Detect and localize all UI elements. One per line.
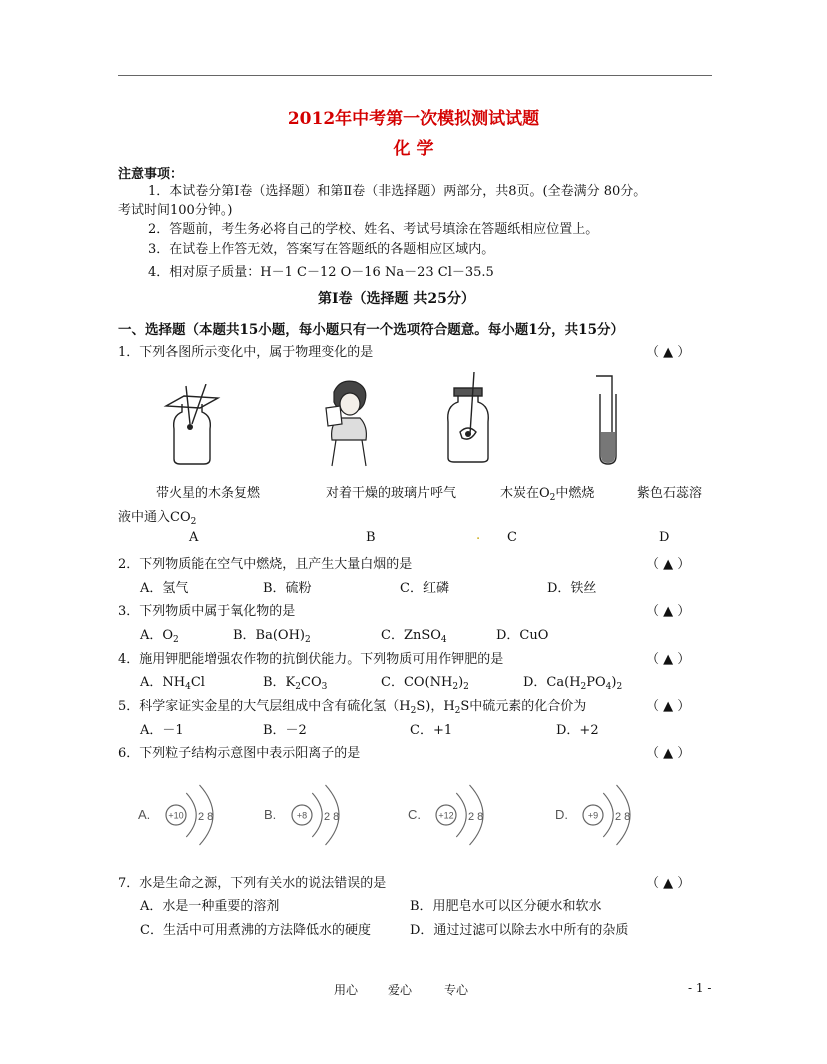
q1-letter-c: C [507,530,517,545]
q3-answer-mark: （ ▲ ） [646,604,691,619]
footer-motto-3: 专心 [444,983,469,997]
atom-label: C. [408,807,421,822]
q3-option-d: D．CuO [496,628,549,643]
notice-item-1b: 考试时间100分钟。) [118,203,233,218]
notice-item-3: 3．在试卷上作答无效，答案写在答题纸的各题相应区域内。 [148,242,495,257]
subject-title: 化 学 [393,139,434,159]
nucleus-charge: +12 [438,810,454,821]
footer-motto-1: 用心 [334,983,359,997]
footer-motto-2: 爱心 [388,983,413,997]
q4-option-c: C．$CO(NH_2)_2$ [381,675,469,692]
q3-option-a: A．$O_2$ [140,628,179,645]
exam-title: 2012年中考第一次模拟测试试题 [287,109,540,129]
q4-option-a: A．$NH_4Cl$ [140,675,205,692]
atom-diagram-c [406,780,516,850]
q7-answer-mark: （ ▲ ） [646,876,691,891]
electron-shell-arc [603,793,613,837]
atom-diagram-a [136,780,246,850]
q2-option-c: C．红磷 [400,581,449,596]
q5-option-b: B．－2 [263,723,307,738]
q7-option-c: C．生活中可用煮沸的方法降低水的硬度 [140,923,371,938]
q6-stem: 6．下列粒子结构示意图中表示阳离子的是 [118,746,361,761]
q1-dot: . [476,528,481,543]
q4-stem: 4．施用钾肥能增强农作物的抗倒伏能力。下列物质可用作钾肥的是 [118,652,504,667]
q2-option-a: A．氢气 [140,581,189,596]
q7-option-d: D．通过过滤可以除去水中所有的杂质 [410,923,629,938]
charcoal-oxygen-figure [440,372,495,467]
notice-item-4: 4．相对原子质量：H－1 C－12 O－16 Na－23 Cl－35.5 [148,265,494,280]
q2-stem: 2．下列物质能在空气中燃烧，且产生大量白烟的是 [118,557,413,572]
atom-diagram-b [262,780,372,850]
atom-label: B. [264,807,277,822]
nucleus-charge: +8 [296,810,308,821]
q1-stem: 1．下列各图所示变化中，属于物理变化的是 [118,345,374,360]
q3-option-b: B．$Ba(OH)_2$ [233,628,311,645]
q1-caption-d2: 液中通入$CO_2$ [118,510,197,527]
q5-option-c: C．+1 [410,723,453,738]
q4-answer-mark: （ ▲ ） [646,652,691,667]
shell-electrons: 2 8 [615,811,631,823]
page-number: - 1 - [688,981,712,995]
q5-option-d: D．+2 [556,723,599,738]
girl-breathing-figure [320,378,375,468]
notice-heading: 注意事项： [118,167,184,182]
q1-caption-a: 带火星的木条复燃 [156,486,261,501]
q5-stem: 5．科学家证实金星的大气层组成中含有硫化氢$(H_2S)$，$H_2S$中硫元素的化合价为 [118,699,587,716]
q1-caption-c: 木炭在$O_2$中燃烧 [500,486,595,503]
electron-shell-arc [456,793,466,837]
q1-letter-a: A [189,530,199,545]
section-heading: 一、选择题（本题共15小题，每小题只有一个选项符合题意。每小题1分，共15分） [118,322,624,338]
atom-label: D. [555,807,568,822]
q1-letter-d: D [659,530,670,545]
atom-diagram-d [553,780,663,850]
q1-caption-b: 对着干燥的玻璃片呼气 [326,486,457,501]
q5-option-a: A．－1 [140,723,184,738]
q1-caption-d1: 紫色石蕊溶 [637,486,703,501]
q1-answer-mark: （ ▲ ） [646,345,691,360]
q4-option-d: D．$Ca(H_2PO_4)_2$ [523,675,623,692]
shell-electrons: 2 8 [198,811,214,823]
electron-shell-arc [186,793,196,837]
test-tube-figure [592,372,632,467]
q2-answer-mark: （ ▲ ） [646,557,691,572]
q2-option-b: B．硫粉 [263,581,312,596]
part1-heading: 第Ⅰ卷（选择题 共25分） [318,291,475,307]
q1-letter-b: B [366,530,376,545]
q7-option-a: A．水是一种重要的溶剂 [140,899,280,914]
q4-option-b: B．$K_2CO_3$ [263,675,328,692]
nucleus-charge: +9 [587,810,599,821]
q7-option-b: B．用肥皂水可以区分硬水和软水 [410,899,602,914]
notice-item-2: 2．答题前，考生务必将自己的学校、姓名、考试号填涂在答题纸相应位置上。 [148,222,599,237]
q3-option-c: C．ZnSO$_4$ [381,628,447,645]
header-rule [118,75,712,76]
q6-answer-mark: （ ▲ ） [646,746,691,761]
q7-stem: 7．水是生命之源，下列有关水的说法错误的是 [118,876,387,891]
jar-splint-figure [162,384,222,469]
q3-stem: 3．下列物质中属于氧化物的是 [118,604,296,619]
shell-electrons: 2 8 [324,811,340,823]
nucleus-charge: +10 [168,810,184,821]
q5-answer-mark: （ ▲ ） [646,699,691,714]
q2-option-d: D．铁丝 [547,581,597,596]
electron-shell-arc [312,793,322,837]
notice-item-1a: 1．本试卷分第Ⅰ卷（选择题）和第Ⅱ卷（非选择题）两部分，共8页。(全卷满分 80分。 [148,184,647,199]
atom-label: A. [138,807,151,822]
shell-electrons: 2 8 [468,811,484,823]
